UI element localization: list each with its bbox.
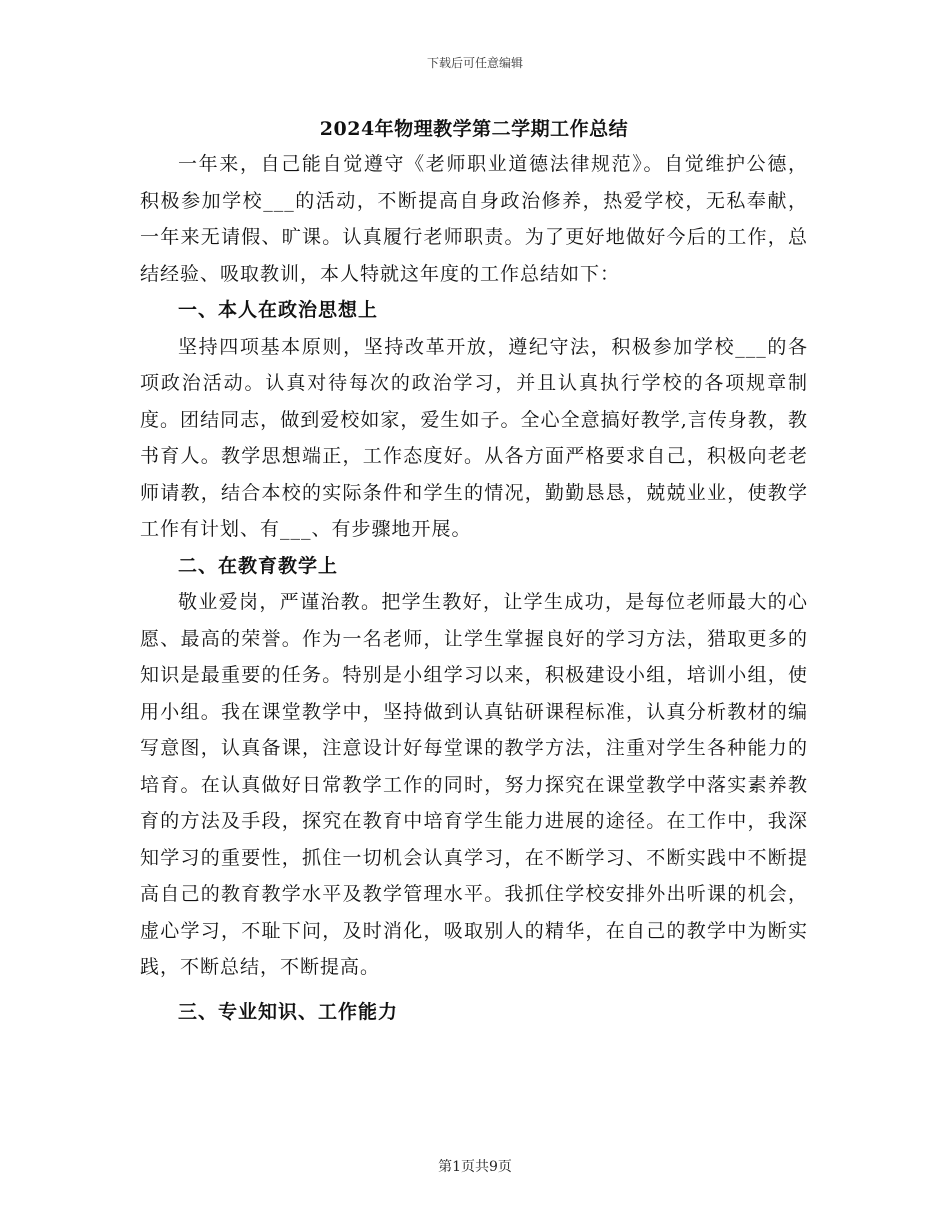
page-footer: 第1页共9页 xyxy=(438,1159,512,1175)
section-heading-skills: 三、专业知识、工作能力 xyxy=(178,1000,399,1023)
document-title: 2024年物理教学第二学期工作总结 xyxy=(319,118,629,140)
document-body xyxy=(140,112,808,1030)
section-body-teaching: 敬业爱岗，严谨治教。把学生教好，让学生成功，是每位老师最大的心愿、最高的荣誉。作为一名老师，让学生掌握良好的学习方法，猎取更多的知识是最重要的任务。特别是小组学习以来，积极建设小组，培训小组，使用小组。我在课堂教学中，坚持做到认真钻研课程标准，认真分析教材的编写意图，认真备课，注意设计好每堂课的教学方法，注重对学生各种能力的培育。在认真做好日常教学工作的同时，努力探究在课堂教学中落实素养教育的方法及手段，探究在教育中培育学生能力进展的途径。在工作中，我深知学习的重要性，抓住一切机会认真学习，在不断学习、不断实践中不断提高自己的教育教学水平及教学管理水平。我抓住学校安排外出听课的机会，虚心学习，不耻下问，及时消化，吸取别人的精华，在自己的教学中为断实践，不断总结，不断提高。 xyxy=(140,591,808,978)
intro-paragraph: 一年来，自己能自觉遵守《老师职业道德法律规范》。自觉维护公德，积极参加学校___的活动，不断提高自身政治修养，热爱学校，无私奉献，一年来无请假、旷课。认真履行老师职责。为了更好地做好今后的工作，总结经验、吸取教训，本人特就这年度的工作总结如下： xyxy=(140,153,808,285)
section-heading-teaching: 二、在教育教学上 xyxy=(178,554,339,577)
section-body-politics: 坚持四项基本原则，坚持改革开放，遵纪守法，积极参加学校___的各项政治活动。认真对待每次的政治学习，并且认真执行学校的各项规章制度。团结同志，做到爱校如家，爱生如子。全心全意搞好教学,言传身教，教书育人。教学思想端正，工作态度好。从各方面严格要求自己，积极向老老师请教，结合本校的实际条件和学生的情况，勤勤恳恳，兢兢业业，使教学工作有计划、有___、有步骤地开展。 xyxy=(140,335,808,540)
header-note: 下载后可任意编辑 xyxy=(426,56,523,70)
section-heading-politics: 一、本人在政治思想上 xyxy=(178,299,379,321)
